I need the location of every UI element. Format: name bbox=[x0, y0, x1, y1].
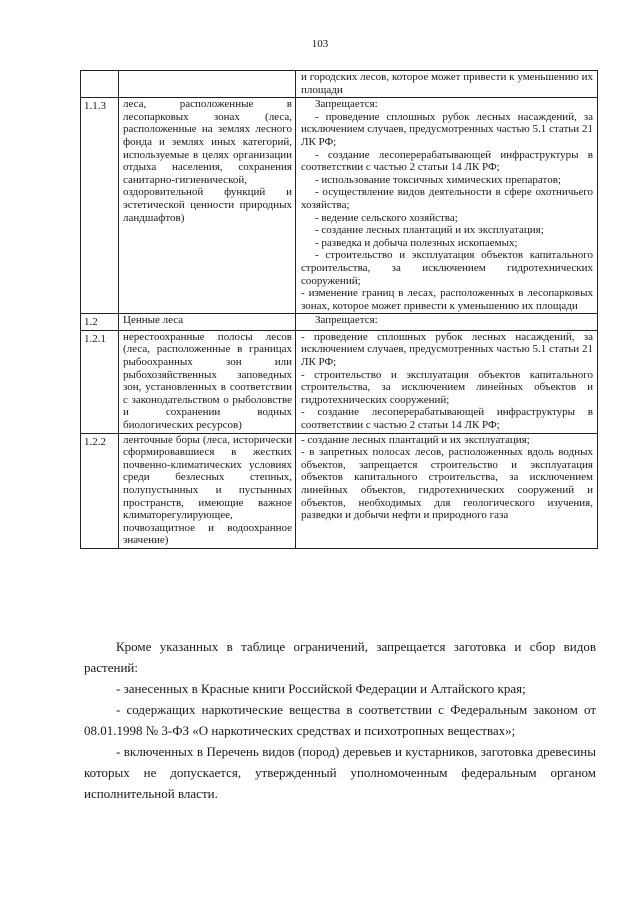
row-number: 1.2 bbox=[81, 314, 119, 330]
forest-category bbox=[119, 71, 296, 97]
restrictions-cell bbox=[296, 434, 597, 548]
category-text: леса, расположенные в лесопарковых зонах (леса, расположенные на землях лесного фонда и землях иных категорий, используемые в целях организации отдыха населения, сохранения санитарно-гигиенической, оздоровительной функций и эстетической ценности природных ландшафтов) bbox=[123, 98, 292, 224]
table-row bbox=[81, 71, 597, 98]
restrictions-table bbox=[80, 70, 598, 549]
restrictions-cell bbox=[296, 314, 597, 330]
restriction-line: - в запретных полосах лесов, расположенных вдоль водных объектов, запрещается строительство и эксплуатация объектов капитального строительства, за исключением линейных объектов, гидротехнических сооружений и объектов, необходимых для геологического изучения, разведки и добычи нефти и природного газа bbox=[301, 446, 593, 522]
restriction-line: - использование токсичных химических препаратов; bbox=[315, 173, 561, 186]
category-text: ленточные боры (леса, исторически сформировавшиеся в жестких почвенно-климатических условиях среди безлесных степных, полупустынных и пустынных пространств, имеющие важное климаторегулирующее, почвозащитное и водоохранное значение) bbox=[123, 433, 292, 547]
restriction-line: - строительство и эксплуатация объектов капитального строительства, за исключением гидротехнических сооружений; bbox=[301, 249, 593, 287]
row-number: 1.2.2 bbox=[81, 434, 119, 548]
table-row bbox=[81, 434, 597, 548]
restriction-line: - изменение границ в лесах, расположенных в лесопарковых зонах, которое может привести к уменьшению их площади bbox=[301, 287, 593, 312]
intro-paragraph: Кроме указанных в таблице ограничений, запрещается заготовка и сбор видов растений: bbox=[84, 639, 596, 675]
page-number: 103 bbox=[311, 38, 329, 50]
row-number bbox=[81, 71, 119, 97]
list-item: - содержащих наркотические вещества в соответствии с Федеральным законом от 08.01.1998 № 3-ФЗ «О наркотических средствах и психотропных веществах»; bbox=[84, 702, 596, 738]
restriction-line: - проведение сплошных рубок лесных насаждений, за исключением случаев, предусмотренных частью 5.1 статьи 21 ЛК РФ; bbox=[301, 330, 593, 369]
restriction-line: - строительство и эксплуатация объектов капитального строительства, за исключением линейных объектов и гидротехнических сооружений; bbox=[301, 368, 593, 406]
restriction-line: - разведка и добыча полезных ископаемых; bbox=[315, 236, 518, 249]
restriction-line: - ведение сельского хозяйства; bbox=[315, 211, 458, 224]
restriction-line: - создание лесных плантаций и их эксплуатация; bbox=[301, 433, 530, 446]
forest-category bbox=[119, 98, 296, 313]
table-row bbox=[81, 98, 597, 314]
category-text: Ценные леса bbox=[123, 314, 184, 327]
restriction-line: и городских лесов, которое может привести к уменьшению их площади bbox=[301, 71, 593, 96]
restriction-line: - создание лесоперерабатывающей инфраструктуры в соответствии с частью 2 статьи 14 ЛК РФ; bbox=[301, 406, 593, 432]
table-row bbox=[81, 314, 597, 331]
restriction-line: - осуществление видов деятельности в сфере охотничьего хозяйства; bbox=[301, 186, 593, 211]
forest-category bbox=[119, 331, 296, 433]
forest-category bbox=[119, 314, 296, 330]
restrictions-cell bbox=[296, 331, 597, 433]
category-text: нерестоохранные полосы лесов (леса, расположенные в границах рыбоохранных зон или рыбохозяйственных заповедных зон, установленных в соответствии с законодательством о рыболовстве и сохранении водных биологических ресурсов) bbox=[123, 330, 292, 432]
restrictions-cell bbox=[296, 98, 597, 313]
list-item: - занесенных в Красные книги Российской Федерации и Алтайского края; bbox=[116, 681, 526, 696]
body-paragraphs bbox=[84, 636, 596, 804]
list-item: - включенных в Перечень видов (пород) деревьев и кустарников, заготовка древесины которых не допускается, утвержденный уполномоченным федеральным органом исполнительной власти. bbox=[84, 744, 596, 801]
restriction-line: - проведение сплошных рубок лесных насаждений, за исключением случаев, предусмотренных частью 5.1 статьи 21 ЛК РФ; bbox=[301, 110, 593, 148]
restriction-heading: Запрещается: bbox=[315, 314, 378, 327]
forest-category bbox=[119, 434, 296, 548]
row-number: 1.1.3 bbox=[81, 98, 119, 313]
restriction-line: - создание лесоперерабатывающей инфраструктуры в соответствии с частью 2 статьи 14 ЛК РФ; bbox=[301, 148, 593, 174]
row-number: 1.2.1 bbox=[81, 331, 119, 433]
restriction-line: - создание лесных плантаций и их эксплуатация; bbox=[315, 224, 544, 237]
restriction-heading: Запрещается: bbox=[315, 98, 378, 111]
table-row bbox=[81, 331, 597, 434]
restrictions-cell bbox=[296, 71, 597, 97]
